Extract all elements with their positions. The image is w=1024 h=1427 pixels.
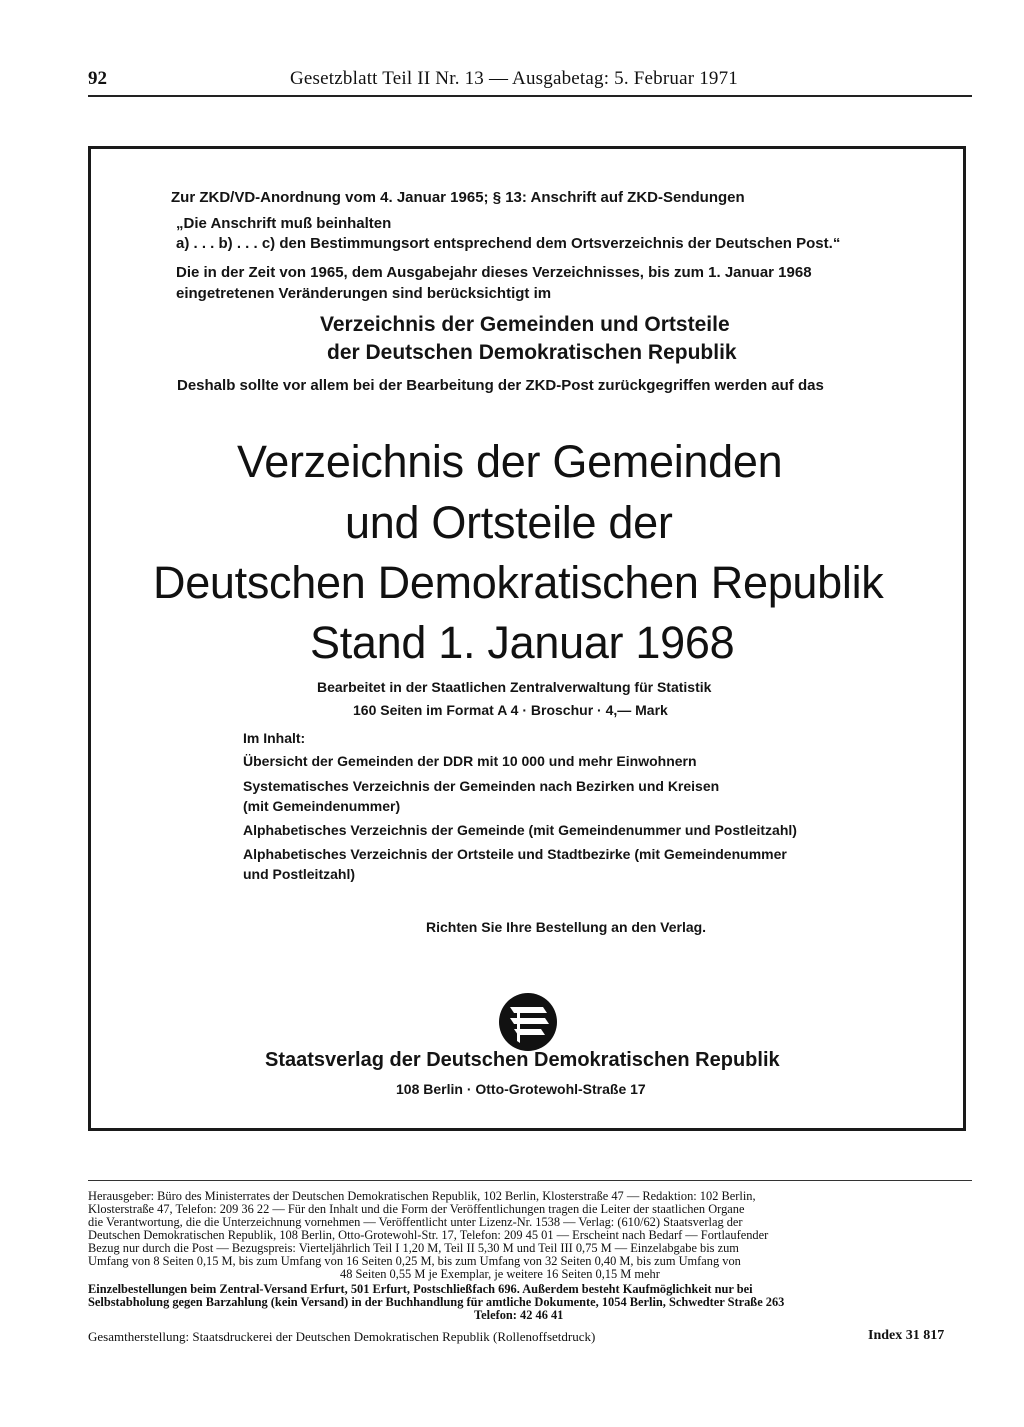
imprint-line-3: die Verantwortung, die die Unterzeichnung vornehmen — Veröffentlicht unter Lizenz-Nr. 1538 — Verlag: (610/62) Staatsverlag der <box>88 1215 743 1229</box>
imprint-line-1: Herausgeber: Büro des Ministerrates der Deutschen Demokratischen Republik, 102 Berlin, Klosterstraße 47 — Redaktion: 102 Berlin, <box>88 1189 756 1203</box>
inhalt-label: Im Inhalt: <box>243 730 306 746</box>
imprint-line-7: 48 Seiten 0,55 M je Exemplar, je weitere 16 Seiten 0,15 M mehr <box>340 1267 660 1281</box>
imprint-line-5: Bezug nur durch die Post — Bezugspreis: Vierteljährlich Teil I 1,20 M, Teil II 5,30 M und Teil III 0,75 M — Einzelabgabe bis zum <box>88 1241 739 1255</box>
deshalb-line: Deshalb sollte vor allem bei der Bearbeitung der ZKD-Post zurückgegriffen werden auf das <box>177 377 824 394</box>
gazette-title: Gesetzblatt Teil II Nr. 13 — Ausgabetag: 5. Februar 1971 <box>290 68 739 89</box>
publisher-address: 108 Berlin · Otto-Grotewohl-Straße 17 <box>396 1081 646 1097</box>
contents-item-5: Alphabetisches Verzeichnis der Ortsteile und Stadtbezirke (mit Gemeindenummer <box>243 846 787 862</box>
intro-line-1: Zur ZKD/VD-Anordnung vom 4. Januar 1965; § 13: Anschrift auf ZKD-Sendungen <box>171 189 745 206</box>
contents-item-3: (mit Gemeindenummer) <box>243 798 401 814</box>
imprint-line-4: Deutschen Demokratischen Republik, 108 Berlin, Otto-Grotewohl-Str. 17, Telefon: 209 45 01 — Erscheint nach Bedarf — Fortlaufender <box>88 1228 769 1242</box>
contents-item-2: Systematisches Verzeichnis der Gemeinden nach Bezirken und Kreisen <box>243 778 720 794</box>
intro-line-5: eingetretenen Veränderungen sind berücksichtigt im <box>176 285 552 302</box>
order-note: Richten Sie Ihre Bestellung an den Verlag. <box>426 919 707 935</box>
imprint-bold-line-1: Einzelbestellungen beim Zentral-Versand Erfurt, 501 Erfurt, Postschließfach 696. Außerdem besteht Kaufmöglichkeit nur bei <box>88 1282 753 1296</box>
publisher-name: Staatsverlag der Deutschen Demokratischen Republik <box>265 1049 780 1071</box>
big-title-1: Verzeichnis der Gemeinden <box>237 436 783 487</box>
imprint-line-2: Klosterstraße 47, Telefon: 209 36 22 — Für den Inhalt und die Form der Veröffentlichungen tragen die Leiter der staatlichen Organe <box>88 1202 745 1216</box>
gesamtherstellung-line: Gesamtherstellung: Staatsdruckerei der Deutschen Demokratischen Republik (Rollenoffsetdruck) <box>88 1329 596 1344</box>
mid-title-1: Verzeichnis der Gemeinden und Ortsteile <box>320 313 730 336</box>
intro-line-3: a) . . . b) . . . c) den Bestimmungsort entsprechend dem Ortsverzeichnis der Deutschen Post.“ <box>176 235 841 252</box>
header-rule <box>88 95 972 97</box>
intro-line-4: Die in der Zeit von 1965, dem Ausgabejahr dieses Verzeichnisses, bis zum 1. Januar 1968 <box>176 264 812 281</box>
bearbeitet-line: Bearbeitet in der Staatlichen Zentralverwaltung für Statistik <box>317 679 712 695</box>
page-number: 92 <box>88 68 107 89</box>
big-title-3: Deutschen Demokratischen Republik <box>153 557 884 608</box>
imprint-line-6: Umfang von 8 Seiten 0,15 M, bis zum Umfang von 16 Seiten 0,25 M, bis zum Umfang von 32 Seiten 0,40 M, bis zum Umfang von <box>88 1254 741 1268</box>
mid-title-2: der Deutschen Demokratischen Republik <box>327 341 737 364</box>
imprint-bold-line-2: Selbstabholung gegen Barzahlung (kein Versand) in der Buchhandlung für amtliche Dokumente, 1054 Berlin, Schwedter Straße 263 <box>88 1295 785 1309</box>
big-title-4: Stand 1. Januar 1968 <box>310 617 735 668</box>
big-title-2: und Ortsteile der <box>345 497 673 548</box>
publisher-logo <box>497 991 559 1053</box>
intro-line-2: „Die Anschrift muß beinhalten <box>176 215 392 232</box>
format-line: 160 Seiten im Format A 4 · Broschur · 4,— Mark <box>353 702 668 718</box>
footer-rule <box>88 1180 972 1181</box>
page-header <box>88 62 968 92</box>
imprint-bold-line-3: Telefon: 42 46 41 <box>474 1308 564 1322</box>
advertisement-box <box>88 146 966 1131</box>
index-number: Index 31 817 <box>868 1328 945 1343</box>
contents-item-1: Übersicht der Gemeinden der DDR mit 10 000 und mehr Einwohnern <box>243 753 697 769</box>
contents-item-6: und Postleitzahl) <box>243 866 355 882</box>
contents-item-4: Alphabetisches Verzeichnis der Gemeinde (mit Gemeindenummer und Postleitzahl) <box>243 822 797 838</box>
